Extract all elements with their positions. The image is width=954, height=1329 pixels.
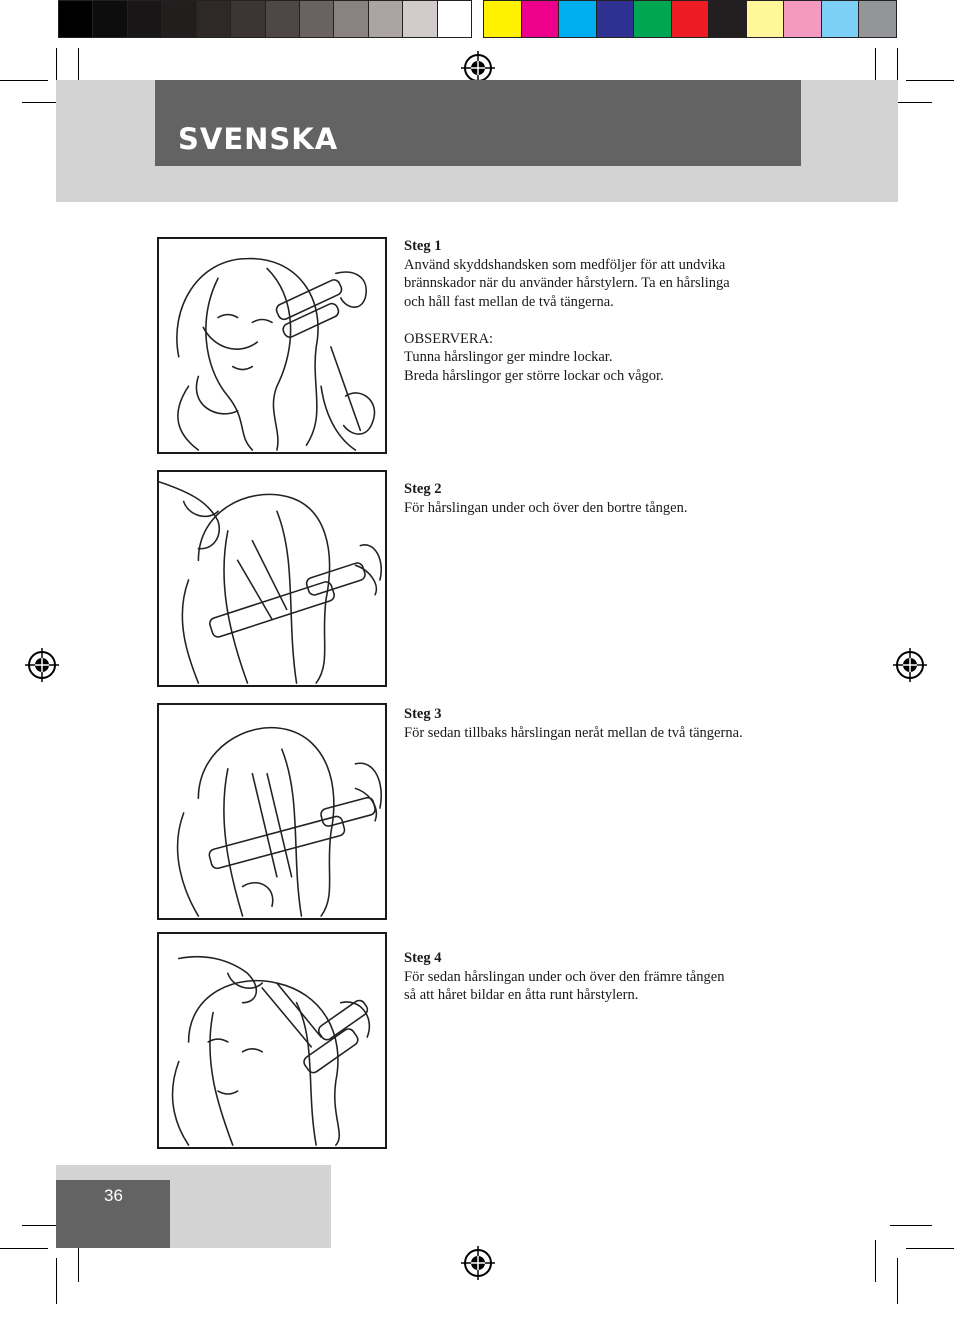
step-3-illustration xyxy=(157,703,387,920)
color-swatch xyxy=(334,1,368,37)
step-3-line-1: För sedan tillbaks hårslingan neråt mellan de två tängerna. xyxy=(404,724,743,741)
color-swatch xyxy=(266,1,300,37)
step-1-note-line-2: Breda hårslingor ger större lockar och vågor. xyxy=(404,367,664,384)
step-1-text xyxy=(404,237,804,385)
crop-mark xyxy=(0,80,48,81)
color-swatch xyxy=(709,1,747,37)
registration-mark-bottom xyxy=(461,1246,495,1280)
color-swatch xyxy=(822,1,860,37)
step-3-text xyxy=(404,705,804,742)
color-swatch xyxy=(484,1,522,37)
step-4-line-1: För sedan hårslingan under och över den främre tången xyxy=(404,968,725,985)
step-4-title: Steg 4 xyxy=(404,950,442,966)
color-bar-right xyxy=(483,0,897,38)
registration-mark-right xyxy=(893,648,927,682)
step-4-line-2: så att håret bildar en åtta runt hårstylern. xyxy=(404,987,639,1003)
crop-mark xyxy=(906,80,954,81)
color-swatch xyxy=(162,1,196,37)
step-1-note-line-1: Tunna hårslingor ger mindre lockar. xyxy=(404,349,613,365)
step-2-illustration xyxy=(157,470,387,687)
color-swatch xyxy=(93,1,127,37)
color-swatch xyxy=(634,1,672,37)
step-1-line-3: och håll fast mellan de två tängerna. xyxy=(404,293,614,310)
step-1-title: Steg 1 xyxy=(404,238,442,254)
step-1-line-2: brännskador när du använder hårstylern. Ta en hårslinga xyxy=(404,275,730,291)
color-swatch xyxy=(369,1,403,37)
color-swatch xyxy=(231,1,265,37)
color-swatch xyxy=(522,1,560,37)
color-swatch xyxy=(128,1,162,37)
step-2-text xyxy=(404,480,804,517)
color-swatch xyxy=(438,1,471,37)
crop-mark xyxy=(890,1225,932,1226)
page-title: SVENSKA xyxy=(178,122,339,156)
color-bar-left xyxy=(58,0,472,38)
step-1-note-title: OBSERVERA: xyxy=(404,330,494,347)
color-swatch xyxy=(59,1,93,37)
page-number: 36 xyxy=(104,1186,123,1205)
step-4-text xyxy=(404,949,804,1005)
crop-mark xyxy=(56,1258,57,1304)
crop-mark xyxy=(897,1258,898,1304)
color-swatch xyxy=(784,1,822,37)
crop-mark xyxy=(0,1248,48,1249)
step-2-line-1: För hårslingan under och över den bortre tången. xyxy=(404,499,688,516)
step-2-title: Steg 2 xyxy=(404,481,442,497)
step-1-illustration xyxy=(157,237,387,454)
crop-mark xyxy=(875,1240,876,1282)
color-swatch xyxy=(197,1,231,37)
registration-mark-left xyxy=(25,648,59,682)
step-1-line-1: Använd skyddshandsken som medföljer för att undvika xyxy=(404,256,726,273)
color-swatch xyxy=(597,1,635,37)
step-3-title: Steg 3 xyxy=(404,706,442,722)
color-swatch xyxy=(859,1,896,37)
color-swatch xyxy=(672,1,710,37)
color-swatch xyxy=(403,1,437,37)
color-swatch xyxy=(300,1,334,37)
crop-mark xyxy=(906,1248,954,1249)
step-4-illustration xyxy=(157,932,387,1149)
color-swatch xyxy=(559,1,597,37)
color-swatch xyxy=(747,1,785,37)
